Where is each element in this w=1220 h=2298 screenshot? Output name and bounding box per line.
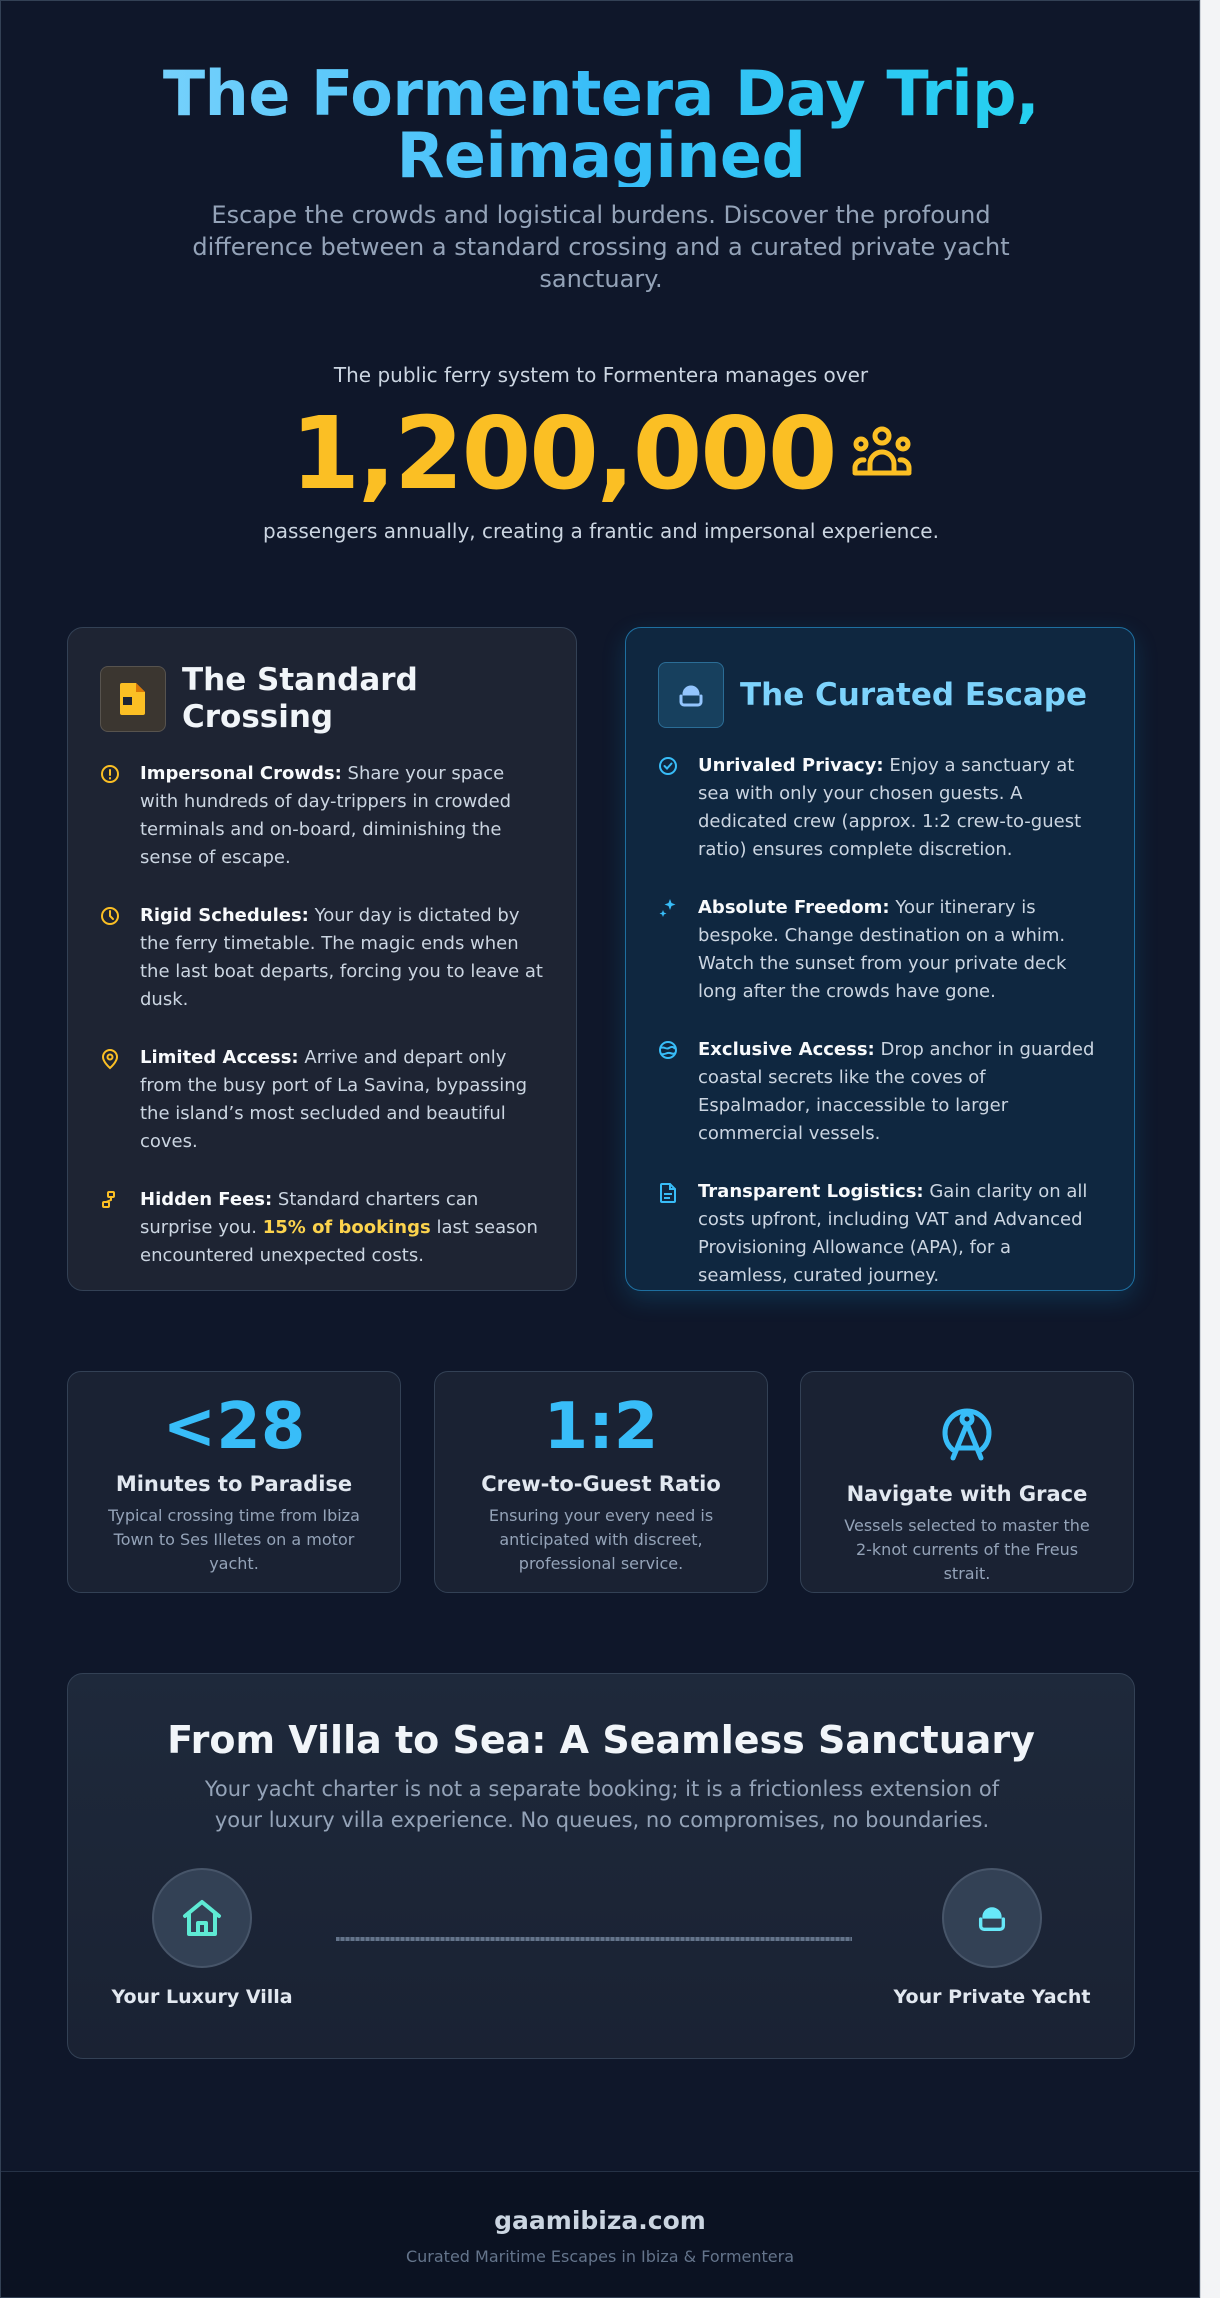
home-icon: [152, 1868, 252, 1968]
anchor-icon: [801, 1392, 1133, 1462]
standard-crossing-card: [67, 627, 577, 1291]
feature-item: [100, 760, 544, 872]
globe-icon: [658, 1036, 678, 1148]
feature-item: [658, 894, 1102, 1006]
feature-body-end: last season encountered unexpected costs.: [140, 1217, 538, 1266]
stat-outro: passengers annually, creating a frantic and impersonal experience.: [263, 519, 939, 543]
footer-tagline: Curated Maritime Escapes in Ibiza & Formentera: [405, 2247, 795, 2266]
feature-text: [698, 1036, 1102, 1148]
stat-card-value: <28: [162, 1390, 306, 1464]
feature-text: [698, 752, 1102, 864]
stat-card-crew-ratio: [434, 1371, 768, 1593]
yacht-icon: [658, 662, 724, 728]
stat-card-value: 1:2: [543, 1390, 659, 1464]
stat-card-label: Minutes to Paradise: [115, 1472, 353, 1496]
map-pin-icon: [100, 1044, 120, 1156]
stat-card-desc: Vessels selected to master the 2-knot currents of the Freus strait.: [844, 1516, 1090, 1583]
hidden-fees-icon: [100, 1186, 120, 1270]
feature-text: [140, 902, 544, 1014]
feature-title: Limited Access:: [140, 1047, 299, 1068]
stat-intro: The public ferry system to Formentera manages over: [333, 363, 869, 387]
stat-card-label: Navigate with Grace: [846, 1482, 1088, 1506]
feature-body: Drop anchor in guarded coastal secrets like the coves of Espalmador, inaccessible to larger commercial vessels.: [698, 1039, 1095, 1144]
yacht-label: Your Private Yacht: [893, 1986, 1091, 2008]
feature-item: [100, 1044, 544, 1156]
feature-body: Your day is dictated by the ferry timetable. The magic ends when the last boat departs, forcing you to leave at dusk.: [140, 905, 543, 1010]
feature-body: Gain clarity on all costs upfront, including VAT and Advanced Provisioning Allowance (APA), for a seamless, curated journey.: [698, 1181, 1088, 1286]
feature-title: Impersonal Crowds:: [140, 763, 342, 784]
feature-title: Rigid Schedules:: [140, 905, 309, 926]
clock-icon: [100, 902, 120, 1014]
feature-title: Absolute Freedom:: [698, 897, 890, 918]
feature-title: Unrivaled Privacy:: [698, 755, 884, 776]
card-header: [100, 662, 544, 736]
feature-title: Hidden Fees:: [140, 1189, 273, 1210]
curated-escape-card: [625, 627, 1135, 1291]
feature-text: [140, 760, 544, 872]
curated-card-title: The Curated Escape: [740, 676, 1088, 713]
feature-item: [658, 752, 1102, 864]
feature-item: [658, 1036, 1102, 1148]
sparkle-icon: [658, 894, 678, 1006]
scrollbar[interactable]: [1200, 0, 1220, 2298]
feature-body: Standard charters can surprise you.: [140, 1189, 479, 1238]
stat-card-label: Crew-to-Guest Ratio: [481, 1472, 721, 1496]
yacht-icon: [942, 1868, 1042, 1968]
stat-card-navigate: [800, 1371, 1134, 1593]
feature-body: Share your space with hundreds of day-trippers in crowded terminals and on-board, diminishing the sense of escape.: [140, 763, 512, 868]
stat-card-desc: Typical crossing time from Ibiza Town to Ses Illetes on a motor yacht.: [108, 1506, 360, 1573]
feature-item: [100, 902, 544, 1014]
feature-item: [658, 1178, 1102, 1290]
stat-row: [201, 395, 1001, 512]
feature-text: [698, 894, 1102, 1006]
page-title: The Formentera Day Trip, Reimagined: [101, 63, 1101, 187]
feature-text: [698, 1178, 1102, 1290]
feature-body: Enjoy a sanctuary at sea with only your chosen guests. A dedicated crew (approx. 1:2 crew-to-guest ratio) ensures complete discretion.: [698, 755, 1082, 860]
highlight-stat: 15% of bookings: [262, 1217, 431, 1238]
connector-line: [336, 1937, 852, 1941]
feature-title: Transparent Logistics:: [698, 1181, 924, 1202]
section-title: From Villa to Sea: A Seamless Sanctuary: [167, 1718, 1035, 1762]
feature-text: [140, 1044, 544, 1156]
section-subtitle: Your yacht charter is not a separate booking; it is a frictionless extension of your luxury villa experience. No queues, no compromises, no boundaries.: [204, 1777, 1000, 1832]
stat-card-desc: Ensuring your every need is anticipated with discreet, professional service.: [488, 1506, 714, 1573]
feature-title: Exclusive Access:: [698, 1039, 875, 1060]
alert-circle-icon: [100, 760, 120, 872]
villa-to-sea-section: [67, 1673, 1135, 2059]
feature-body: Arrive and depart only from the busy port of La Savina, bypassing the island’s most secluded and beautiful coves.: [140, 1047, 528, 1152]
people-group-icon: [852, 425, 912, 483]
feature-body: Your itinerary is bespoke. Change destination on a whim. Watch the sunset from your private deck long after the crowds have gone.: [698, 897, 1067, 1002]
passenger-count: 1,200,000: [290, 395, 836, 512]
feature-item: [100, 1186, 544, 1270]
document-icon: [658, 1178, 678, 1290]
footer-brand-link[interactable]: gaamibiza.com: [494, 2206, 706, 2235]
feature-text: [140, 1186, 544, 1270]
stat-card-minutes: [67, 1371, 401, 1593]
footer: [1, 2171, 1199, 2297]
villa-label: Your Luxury Villa: [111, 1986, 293, 2008]
hero-subtitle: Escape the crowds and logistical burdens. Discover the profound difference between a standard crossing and a curated private yacht sanctuary.: [192, 201, 1010, 293]
ferry-ticket-icon: [100, 666, 166, 732]
card-header: [658, 662, 1102, 728]
check-circle-icon: [658, 752, 678, 864]
standard-card-title: The Standard Crossing: [182, 662, 418, 735]
